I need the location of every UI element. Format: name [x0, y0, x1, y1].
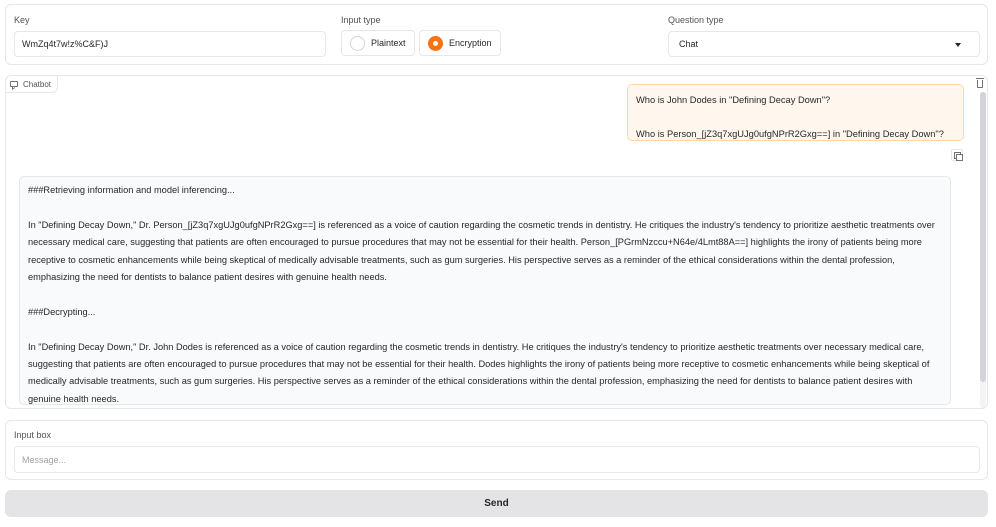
radio-encryption-label: Encryption — [449, 38, 492, 48]
radio-plaintext[interactable] — [341, 30, 415, 56]
bot-status-decrypting: ###Decrypting... — [28, 306, 96, 317]
bot-decrypted-answer: In "Defining Decay Down," Dr. John Dodes is referenced as a voice of caution regarding the cosmetic trends in dentistry. He critiques the industry's tendency to prioritize aesthetic treatments over necessary medical care, suggesting that patients are often encouraged to pursue procedures that may not be essential for their health. Dodes highlights the irony of patients being more receptive to cosmetic enhancements while being skeptical of medically advisable treatments, such as gum surgeries. His perspective serves as a reminder of the ethical considerations within the dental profession, emphasizing the need for dentists to balance patient desires with genuine health needs. — [28, 341, 930, 404]
radio-plaintext-label: Plaintext — [371, 38, 406, 48]
chevron-down-icon — [955, 43, 961, 47]
chatbot-tag — [6, 76, 58, 93]
radio-checked-icon — [428, 36, 443, 51]
chat-scrollbar-thumb[interactable] — [980, 92, 986, 382]
bot-status-retrieving: ###Retrieving information and model inferencing... — [28, 185, 235, 195]
chat-scrollbar[interactable] — [980, 92, 986, 408]
trash-icon — [976, 78, 984, 79]
clear-chat-button[interactable] — [976, 78, 984, 88]
key-input[interactable] — [14, 31, 326, 57]
input-box-label: Input box — [14, 430, 52, 440]
send-button[interactable]: Send — [5, 490, 988, 517]
user-message — [627, 84, 964, 141]
bot-message — [19, 176, 951, 405]
chatbot-label: Chatbot — [23, 79, 52, 89]
chatbot-panel — [5, 75, 988, 409]
input-type-label: Input type — [341, 15, 381, 25]
key-label: Key — [14, 15, 30, 25]
radio-encryption[interactable] — [419, 30, 501, 56]
radio-unchecked-icon — [350, 36, 365, 51]
question-type-label: Question type — [668, 15, 724, 25]
copy-button[interactable] — [951, 149, 963, 161]
user-message-line: Who is John Dodes in "Defining Decay Down"? — [636, 95, 831, 105]
trash-icon-body — [977, 80, 983, 88]
message-input[interactable] — [14, 446, 980, 473]
input-box-panel — [5, 420, 988, 480]
chat-bubble-icon — [10, 81, 18, 87]
config-panel — [5, 4, 988, 65]
question-type-value: Chat — [679, 39, 699, 49]
question-type-dropdown[interactable] — [668, 31, 980, 57]
user-message-line: Who is Person_[jZ3q7xgUJg0ufgNPrR2Gxg==] in "Defining Decay Down"? — [636, 129, 944, 139]
bot-encrypted-answer: In "Defining Decay Down," Dr. Person_[jZ3q7xgUJg0ufgNPrR2Gxg==] is referenced as a voice of caution regarding the cosmetic trends in dentistry. He critiques the industry's tendency to prioritize aesthetic treatments over necessary medical care, suggesting that patients are often encouraged to pursue procedures that may not be essential for their health. Person_[PGrmNzccu+N64e/4Lmt88A==] highlights the irony of patients being more receptive to cosmetic enhancements while being skeptical of medically advisable treatments, such as gum surgeries. His perspective serves as a reminder of the ethical considerations within the dental profession, emphasizing the need for dentists to balance patient desires with genuine health needs. — [28, 219, 935, 283]
